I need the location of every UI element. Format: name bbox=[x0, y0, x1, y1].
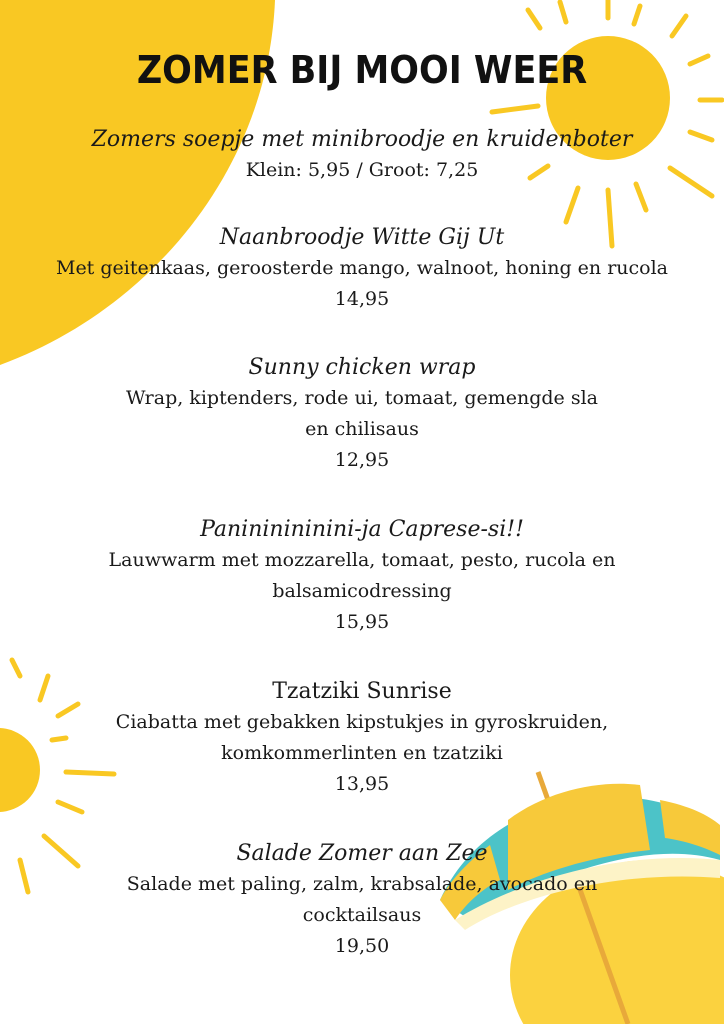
page-title: ZOMER BIJ MOOI WEER bbox=[136, 48, 588, 92]
menu-item bbox=[0, 124, 724, 186]
menu-item-price: 15,95 bbox=[334, 611, 390, 633]
menu-item-description-line: en chilisaus bbox=[305, 418, 419, 440]
menu-item-description: Met geitenkaas, geroosterde mango, walnoot, honing en rucola bbox=[55, 257, 668, 279]
menu-item-price: Klein: 5,95 / Groot: 7,25 bbox=[245, 159, 479, 181]
menu-item-description-line: Ciabatta met gebakken kipstukjes in gyroskruiden, bbox=[115, 711, 609, 733]
menu-item bbox=[0, 352, 724, 476]
menu-item bbox=[0, 222, 724, 315]
menu-item-name: Panininininini-ja Caprese-si!! bbox=[200, 517, 524, 542]
menu-item bbox=[0, 514, 724, 638]
menu-item-name: Tzatziki Sunrise bbox=[272, 679, 452, 704]
menu-item-description-line: Wrap, kiptenders, rode ui, tomaat, gemengde sla bbox=[125, 387, 598, 409]
menu-item-name: Salade Zomer aan Zee bbox=[236, 841, 488, 866]
menu-item bbox=[0, 838, 724, 962]
menu-item-name: Zomers soepje met minibroodje en kruidenboter bbox=[91, 127, 633, 152]
menu-item-description-line: cocktailsaus bbox=[302, 904, 422, 926]
menu-item-description-line: Salade met paling, zalm, krabsalade, avocado en bbox=[126, 873, 598, 895]
menu-item-description-line: balsamicodressing bbox=[272, 580, 452, 602]
menu-item-price: 14,95 bbox=[334, 288, 390, 310]
menu-item bbox=[0, 676, 724, 800]
menu-item-price: 12,95 bbox=[334, 449, 390, 471]
menu-item-description-line: Lauwwarm met mozzarella, tomaat, pesto, rucola en bbox=[108, 549, 616, 571]
menu-item-name: Naanbroodje Witte Gij Ut bbox=[219, 225, 505, 250]
menu-item-name: Sunny chicken wrap bbox=[248, 355, 476, 380]
menu-item-description-line: komkommerlinten en tzatziki bbox=[221, 742, 503, 764]
menu-item-price: 13,95 bbox=[334, 773, 390, 795]
menu-item-price: 19,50 bbox=[334, 935, 390, 957]
